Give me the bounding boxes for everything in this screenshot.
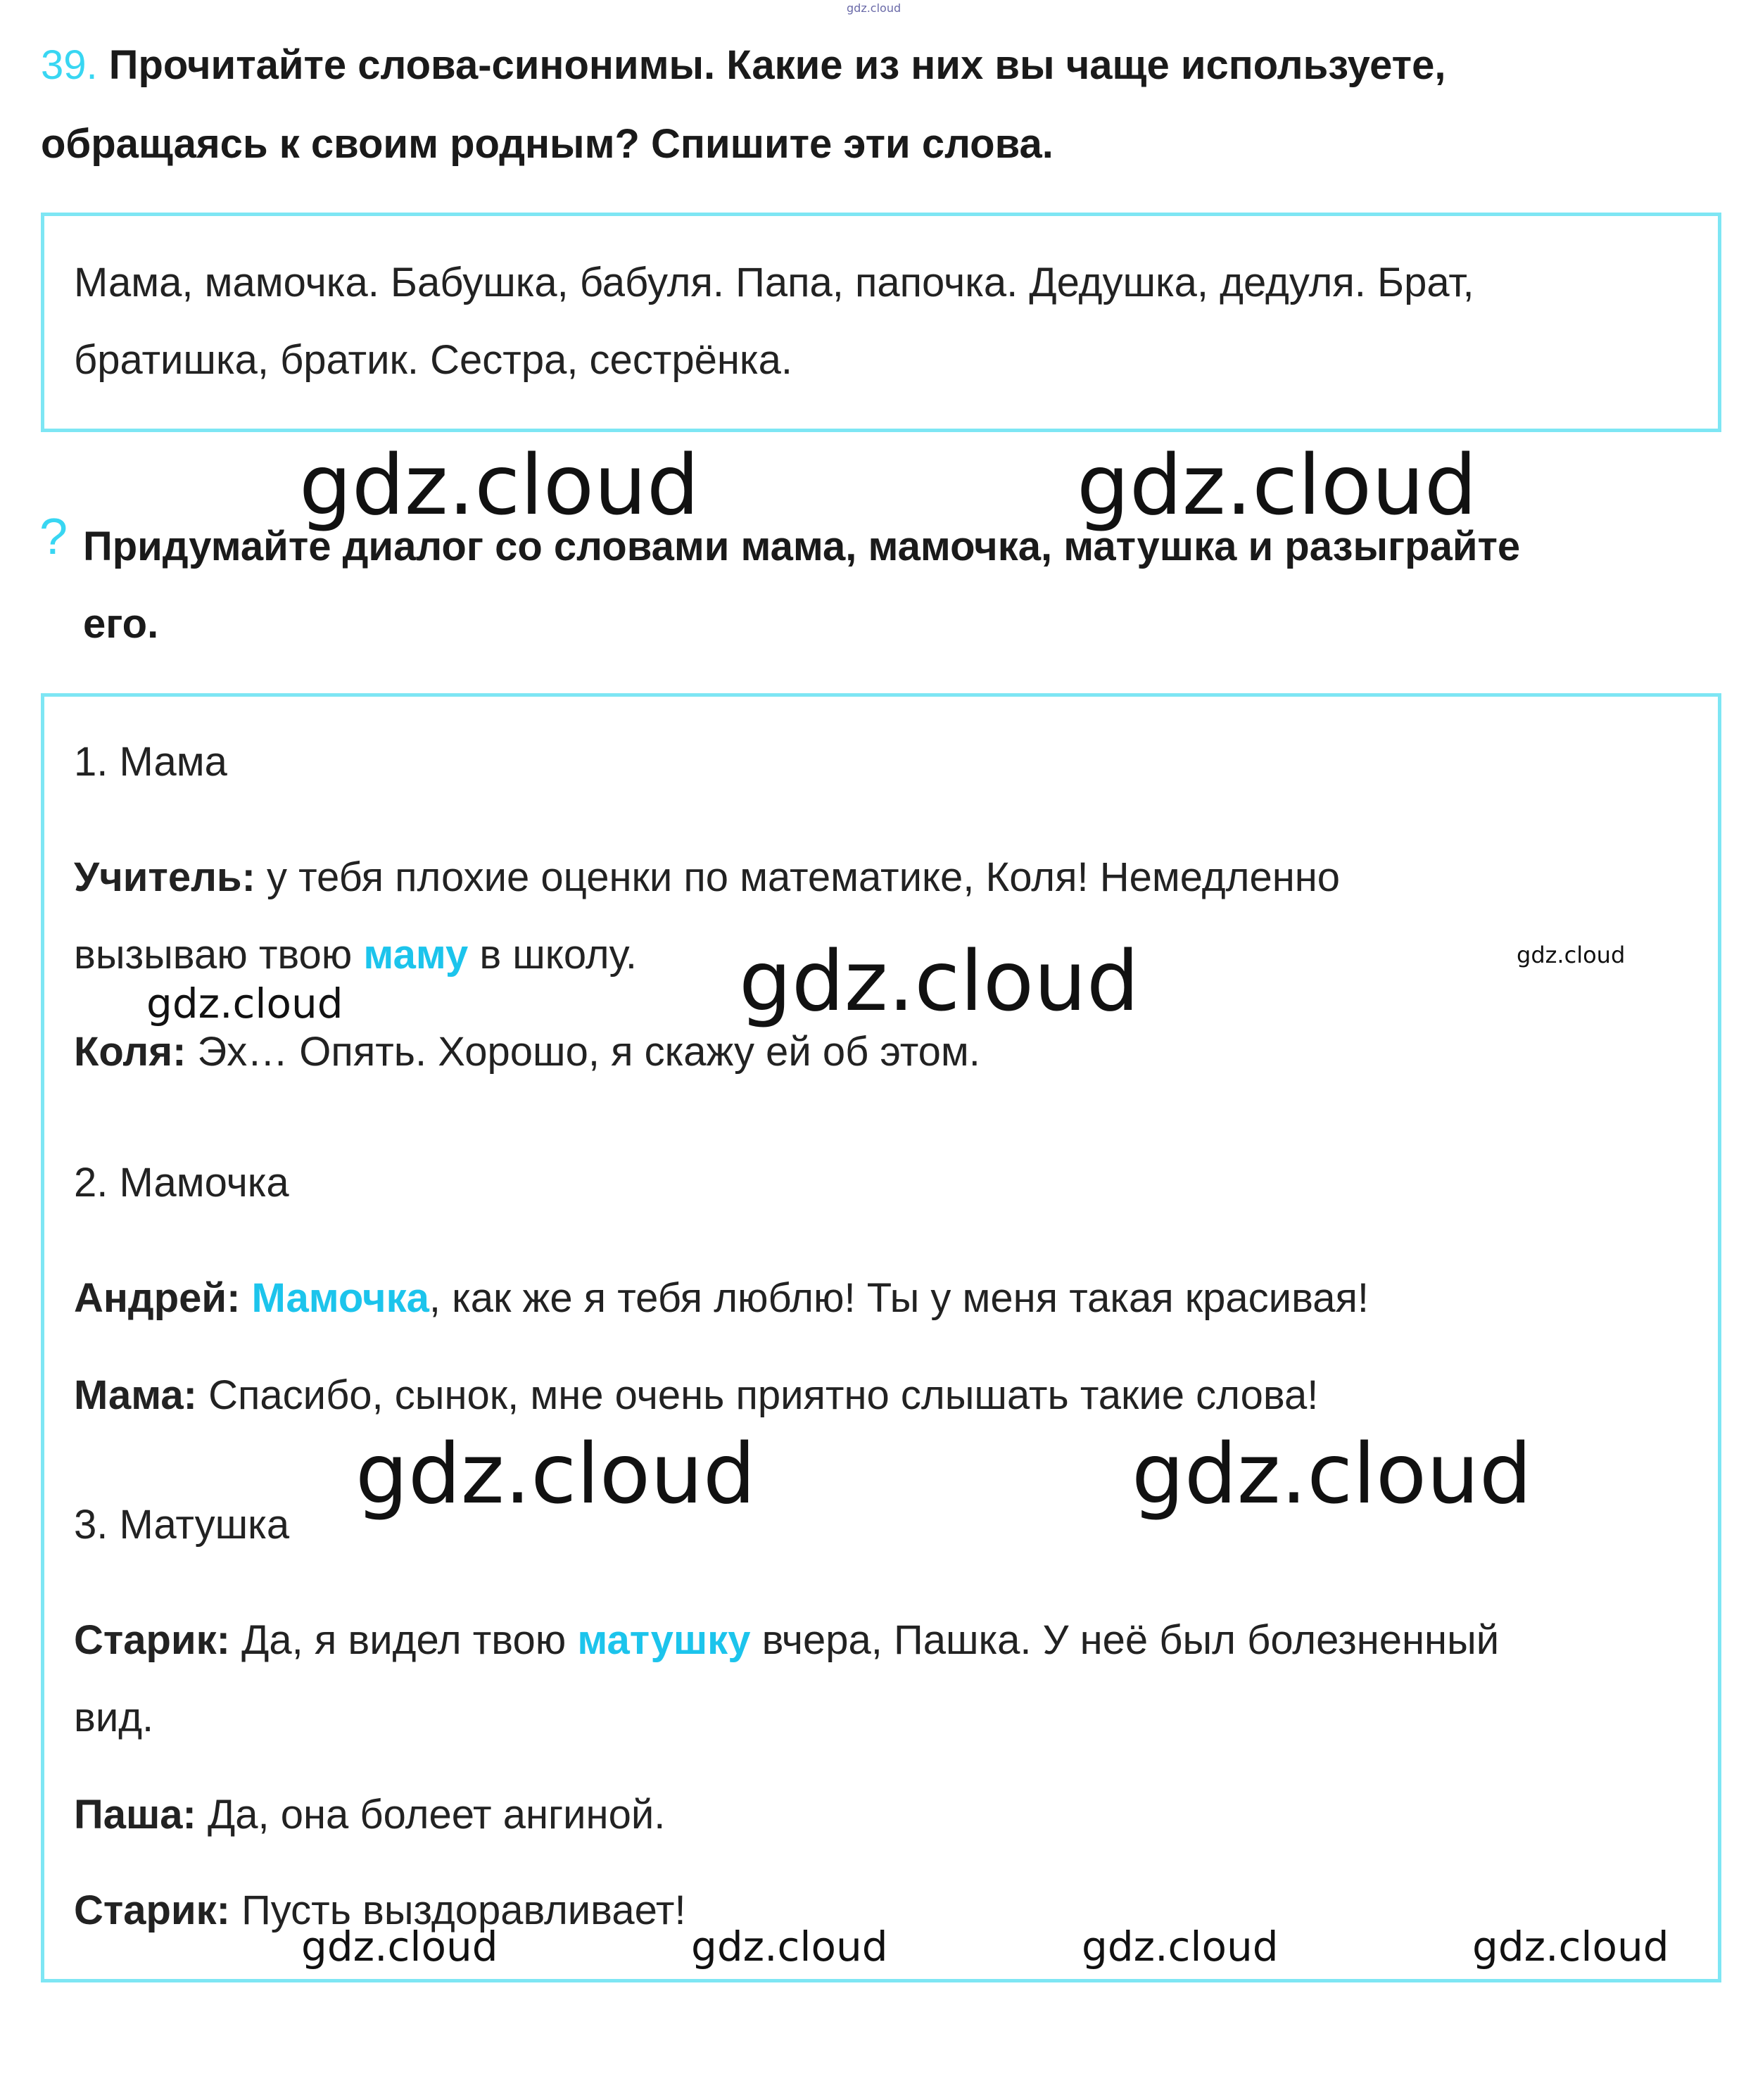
top-watermark: gdz.cloud (847, 1, 902, 15)
task-number: 39. (41, 42, 98, 88)
speaker-label: Учитель: (74, 854, 255, 900)
highlight-word: матушку (577, 1617, 751, 1663)
dialog3-title: 3. Матушка (74, 1502, 290, 1548)
question-line1: Придумайте диалог со словами мама, мамочка, матушка и разыграйте (83, 524, 1521, 569)
task-text-line1: Прочитайте слова-синонимы. Какие из них вы чаще используете, (108, 42, 1446, 88)
highlight-word: Мамочка (251, 1275, 429, 1321)
watermark: gdz.cloud (1472, 1923, 1669, 1971)
question-line2: его. (83, 601, 159, 647)
speaker-label: Мама: (74, 1372, 197, 1418)
speaker-label: Андрей: (74, 1275, 241, 1321)
dialog1-line1: Учитель: у тебя плохие оценки по математике, Коля! Немедленно (74, 854, 1341, 900)
watermark: gdz.cloud (1517, 942, 1626, 968)
watermark: gdz.cloud (1077, 436, 1477, 533)
dialog2-title: 2. Мамочка (74, 1160, 289, 1206)
dialog1-line1-cont: вызываю твою маму в школу. (74, 932, 637, 978)
dialog3-line3: Старик: Пусть выздоравливает! (74, 1887, 686, 1933)
dialog3-line1-cont: вид. (74, 1695, 154, 1740)
watermark: gdz.cloud (301, 1923, 498, 1971)
watermark: gdz.cloud (355, 1425, 756, 1522)
task-heading (41, 27, 1445, 104)
watermark: gdz.cloud (1132, 1425, 1532, 1522)
task-text-line2: обращаясь к своим родным? Спишите эти слова. (41, 121, 1054, 167)
answer-line1: Мама, мамочка. Бабушка, бабуля. Папа, папочка. Дедушка, дедуля. Брат, (74, 260, 1474, 305)
question-mark-icon: ? (39, 509, 68, 565)
dialog1-title: 1. Мама (74, 739, 227, 785)
watermark: gdz.cloud (739, 932, 1139, 1030)
speaker-label: Старик: (74, 1887, 230, 1933)
speaker-label: Старик: (74, 1617, 230, 1663)
dialog3-line1: Старик: Да, я видел твою матушку вчера, Пашка. У неё был болезненный (74, 1617, 1500, 1663)
dialog3-line2: Паша: Да, она болеет ангиной. (74, 1792, 666, 1838)
watermark: gdz.cloud (146, 980, 343, 1027)
highlight-word: маму (363, 932, 469, 978)
watermark: gdz.cloud (691, 1923, 888, 1971)
dialog2-line1: Андрей: Мамочка, как же я тебя люблю! Ты у меня такая красивая! (74, 1275, 1369, 1321)
dialog2-line2: Мама: Спасибо, сынок, мне очень приятно слышать такие слова! (74, 1372, 1319, 1418)
watermark: gdz.cloud (1082, 1923, 1279, 1971)
answer-line2: братишка, братик. Сестра, сестрёнка. (74, 337, 792, 383)
speaker-label: Коля: (74, 1029, 186, 1075)
speaker-label: Паша: (74, 1792, 196, 1838)
dialog1-line2: Коля: Эх… Опять. Хорошо, я скажу ей об этом. (74, 1029, 980, 1075)
watermark: gdz.cloud (299, 436, 700, 533)
